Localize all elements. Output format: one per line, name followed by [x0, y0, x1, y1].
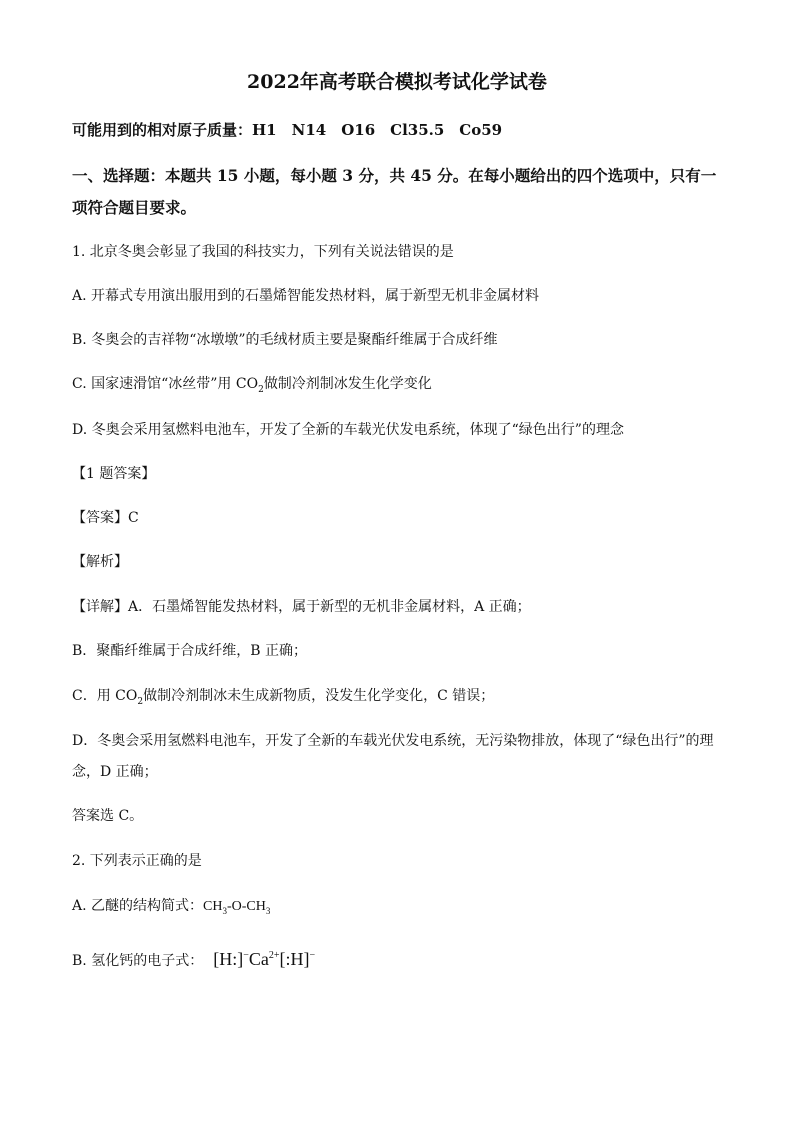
- q1-option-a: A. 开幕式专用演出服用到的石墨烯智能发热材料，属于新型无机非金属材料: [72, 288, 540, 304]
- q1-detail-b: B．聚酯纤维属于合成纤维，B 正确；: [72, 643, 308, 659]
- q2-a-formula-part2: -O-CH: [226, 899, 266, 914]
- q2-b-formula-sup2: 2+: [268, 950, 280, 961]
- q2-b-formula-part3: [:H]: [279, 949, 310, 969]
- q1-option-c-text-end: 做制冷剂制冰发生化学变化: [263, 376, 432, 392]
- q1-analysis-header: 【解析】: [72, 554, 128, 570]
- section-heading-line2: 项符合题目要求。: [72, 198, 197, 217]
- q2-option-a: [72, 896, 270, 917]
- q1-detail-a: 【详解】A．石墨烯智能发热材料，属于新型的无机非金属材料，A 正确；: [72, 599, 531, 615]
- q1-option-b: B. 冬奥会的吉祥物“冰墩墩”的毛绒材质主要是聚酯纤维属于合成纤维: [72, 332, 498, 348]
- q1-detail-c-text: C．用 CO: [72, 688, 138, 704]
- q2-option-b-formula: [213, 949, 315, 969]
- q2-stem: 2. 下列表示正确的是: [72, 853, 202, 869]
- q1-stem: 1. 北京冬奥会彰显了我国的科技实力，下列有关说法错误的是: [72, 244, 454, 260]
- q2-option-b: [72, 946, 315, 974]
- q2-b-formula-part1: [H:]: [213, 949, 244, 969]
- q2-b-formula-sup1: −: [243, 950, 249, 961]
- atomic-mass-note: 可能用到的相对原子质量：H1 N14 O16 Cl35.5 Co59: [72, 121, 503, 139]
- q1-detail-c-text-end: 做制冷剂制冰未生成新物质，没发生化学变化，C 错误；: [143, 688, 495, 704]
- q1-conclusion: 答案选 C。: [72, 808, 144, 824]
- q2-option-a-formula: [203, 899, 270, 914]
- q2-option-b-label: B. 氢化钙的电子式：: [72, 953, 204, 969]
- q1-answer-header: 【1 题答案】: [72, 466, 156, 482]
- q1-option-d: D. 冬奥会采用氢燃料电池车，开发了全新的车载光伏发电系统，体现了“绿色出行”的理念: [72, 422, 624, 438]
- q1-detail-c: [72, 686, 494, 706]
- section-heading-line1: 一、选择题：本题共 15 小题，每小题 3 分，共 45 分。在每小题给出的四个选项中，只有一: [72, 166, 717, 185]
- q2-b-formula-sup3: −: [309, 950, 316, 961]
- q1-answer: 【答案】C: [72, 510, 139, 526]
- q2-a-formula-part1: CH: [203, 899, 223, 914]
- q2-a-formula-sub1: 3: [222, 905, 227, 916]
- q1-option-c: [72, 374, 432, 394]
- q1-option-c-text: C. 国家速滑馆“冰丝带”用 CO: [72, 376, 259, 392]
- q1-option-c-subscript: 2: [258, 384, 264, 395]
- q2-b-formula-part2: Ca: [248, 949, 269, 969]
- q2-a-formula-sub2: 3: [265, 905, 271, 916]
- page-title: 2022年高考联合模拟考试化学试卷: [247, 71, 547, 93]
- q1-detail-d-line1: D．冬奥会采用氢燃料电池车，开发了全新的车载光伏发电系统，无污染物排放，体现了“绿色出行”的理: [72, 733, 714, 749]
- q2-option-a-label: A. 乙醚的结构简式：: [72, 898, 204, 914]
- q1-detail-c-subscript: 2: [137, 696, 144, 707]
- q1-detail-d-line2: 念，D 正确；: [72, 764, 158, 780]
